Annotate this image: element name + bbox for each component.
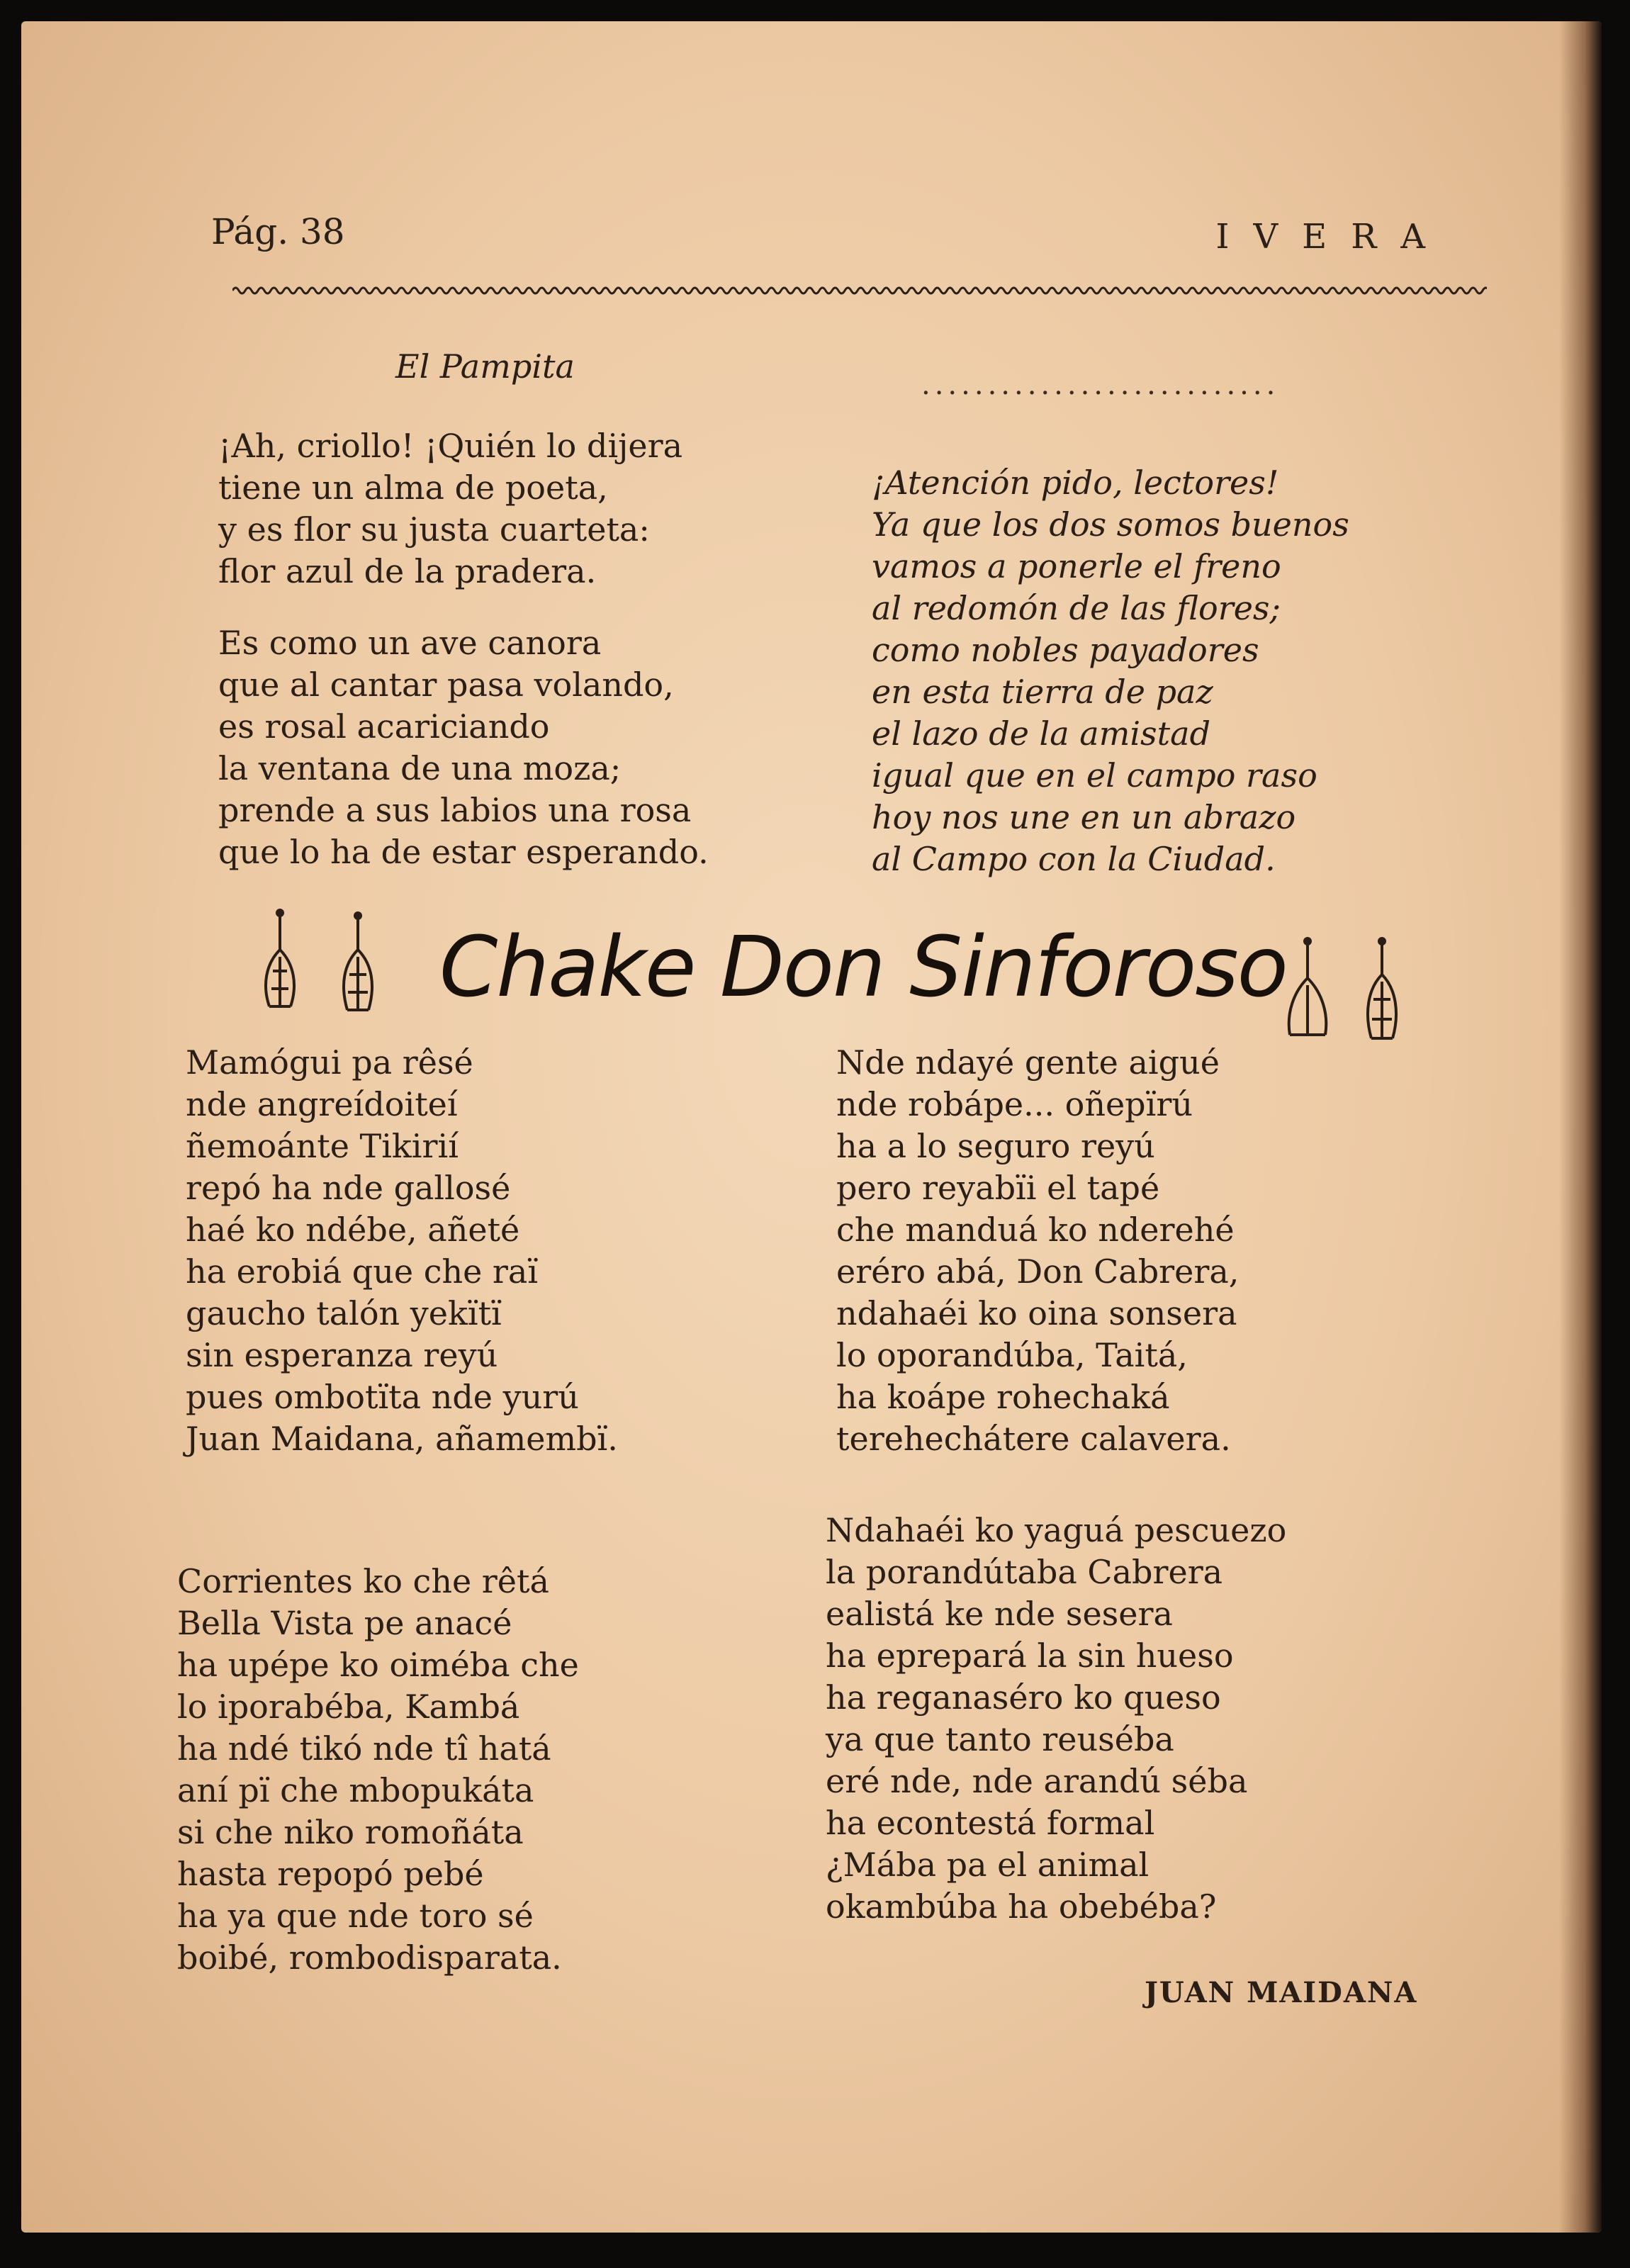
verse-line: pues ombotïta nde yurú — [186, 1378, 579, 1416]
verse-line: ñemoánte Tikirií — [186, 1127, 459, 1165]
verse-line: terehechátere calavera. — [836, 1420, 1231, 1458]
verse-line: ha ndé tikó nde tî hatá — [177, 1729, 551, 1768]
verse-line: Es como un ave canora — [218, 624, 602, 662]
poem2-left-stanza-2 — [177, 1561, 579, 1979]
verse-line: y es flor su justa cuarteta: — [218, 510, 650, 549]
verse-line: flor azul de la pradera. — [218, 552, 597, 590]
verse-line: ha upépe ko oiméba che — [177, 1646, 579, 1684]
page-spine-shadow — [1559, 21, 1602, 2233]
verse-line: ha koápe rohechaká — [836, 1378, 1170, 1416]
verse-line: hasta repopó pebé — [177, 1855, 484, 1893]
verse-line: aní pï che mbopukáta — [177, 1771, 534, 1809]
verse-line: pero reyabïi el tapé — [836, 1169, 1160, 1207]
verse-line: en esta tierra de paz — [872, 673, 1213, 711]
poem1-left-stanza-2 — [218, 622, 709, 873]
verse-line: sin esperanza reyú — [186, 1336, 498, 1374]
verse-line: tiene un alma de poeta, — [218, 468, 608, 507]
verse-line: Corrientes ko che rêtá — [177, 1562, 549, 1600]
verse-line: al redomón de las flores; — [872, 589, 1281, 627]
verse-line: es rosal acariciando — [218, 707, 550, 746]
verse-line: Nde ndayé gente aigué — [836, 1043, 1220, 1082]
poem2-right-stanza-1 — [836, 1042, 1239, 1460]
verse-line: ha eprepará la sin hueso — [826, 1637, 1234, 1675]
verse-line: ndahaéi ko oina sonsera — [836, 1294, 1237, 1332]
verse-line: Ndahaéi ko yaguá pescuezo — [826, 1511, 1287, 1549]
verse-line: vamos a ponerle el freno — [872, 547, 1281, 585]
page-header — [211, 211, 1449, 257]
poem2-title: Chake Don Sinforoso — [439, 918, 1287, 1016]
tassel-ornament-left — [252, 907, 393, 1028]
verse-line: el lazo de la amistad — [872, 714, 1211, 753]
verse-line: Bella Vista pe anacé — [177, 1604, 512, 1642]
verse-line: ha econtestá formal — [826, 1804, 1155, 1842]
author-signature: JUAN MAIDANA — [1145, 1976, 1418, 2009]
verse-line: lo iporabéba, Kambá — [177, 1688, 520, 1726]
verse-line: prende a sus labios una rosa — [218, 791, 692, 829]
verse-line: ¡Atención pido, lectores! — [872, 464, 1279, 502]
verse-line: Ya que los dos somos buenos — [872, 505, 1349, 544]
verse-line: eréro abá, Don Cabrera, — [836, 1252, 1240, 1291]
poem1-right-stanza — [872, 462, 1349, 880]
verse-line: ha a lo seguro reyú — [836, 1127, 1155, 1165]
verse-line: ha erobiá que che raï — [186, 1252, 539, 1291]
verse-line: haé ko ndébe, añeté — [186, 1211, 520, 1249]
magazine-page — [21, 21, 1602, 2233]
verse-line: okambúba ha obebéba? — [826, 1887, 1217, 1926]
verse-line: si che niko romoñáta — [177, 1813, 524, 1851]
verse-line: Mamógui pa rêsé — [186, 1043, 473, 1082]
verse-line: che manduá ko nderehé — [836, 1211, 1235, 1249]
verse-line: igual que en el campo raso — [872, 756, 1317, 795]
verse-line: gaucho talón yekïtï — [186, 1294, 502, 1332]
verse-line: lo oporandúba, Taitá, — [836, 1336, 1188, 1374]
verse-line: Juan Maidana, añamembï. — [186, 1420, 618, 1458]
verse-line: que lo ha de estar esperando. — [218, 833, 709, 871]
verse-line: nde angreídoiteí — [186, 1085, 458, 1123]
verse-line: que al cantar pasa volando, — [218, 666, 674, 704]
verse-line: boibé, rombodisparata. — [177, 1938, 562, 1977]
page-number: Pág. 38 — [211, 211, 345, 252]
verse-line: ya que tanto reuséba — [826, 1720, 1174, 1758]
poem1-left-stanza-1 — [218, 425, 682, 593]
magazine-name: IVERA — [1215, 217, 1449, 257]
verse-line: eré nde, nde arandú séba — [826, 1762, 1248, 1800]
verse-line: ha reganaséro ko queso — [826, 1678, 1221, 1717]
poem2-left-stanza-1 — [186, 1042, 618, 1460]
verse-line: ¿Mába pa el animal — [826, 1846, 1150, 1884]
verse-line: ha ya que nde toro sé — [177, 1897, 534, 1935]
verse-line: repó ha nde gallosé — [186, 1169, 511, 1207]
verse-line: la porandútaba Cabrera — [826, 1553, 1223, 1591]
verse-line: al Campo con la Ciudad. — [872, 840, 1276, 878]
verse-line: hoy nos une en un abrazo — [872, 798, 1296, 836]
poem1-ellipsis: ........................... — [921, 369, 1280, 401]
tassel-ornament-right — [1276, 936, 1417, 1049]
verse-line: ealistá ke nde sesera — [826, 1595, 1173, 1633]
poem1-title: El Pampita — [395, 347, 575, 386]
poem2-right-stanza-2 — [826, 1510, 1286, 1928]
wavy-rule — [232, 284, 1487, 298]
verse-line: la ventana de una moza; — [218, 749, 622, 787]
verse-line: nde robápe... oñepïrú — [836, 1085, 1193, 1123]
verse-line: ¡Ah, criollo! ¡Quién lo dijera — [218, 427, 683, 465]
verse-line: como nobles payadores — [872, 631, 1259, 669]
